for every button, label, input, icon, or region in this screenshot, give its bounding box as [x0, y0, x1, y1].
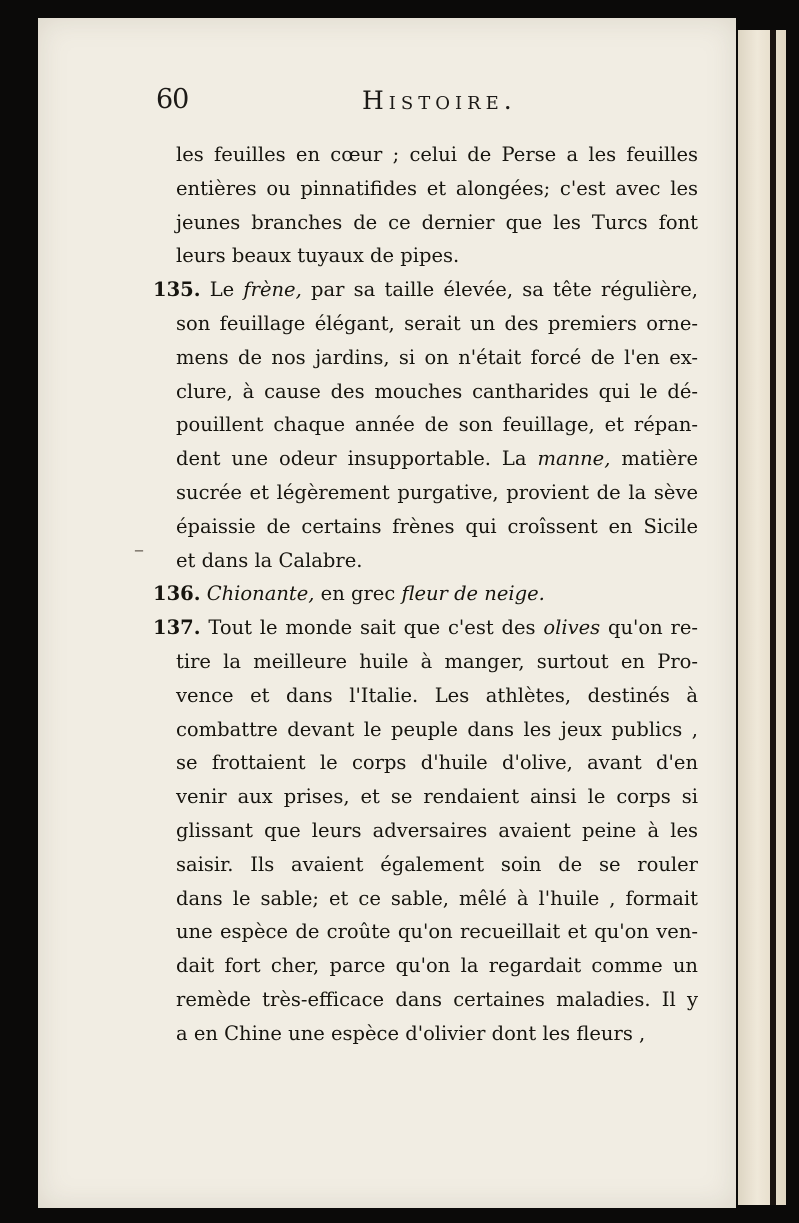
italic-term: Chionante, [206, 582, 315, 606]
paragraph-number: 136. [153, 582, 201, 606]
text-line: mens de nos jardins, si on n'était forcé de l'en ex- [176, 345, 698, 369]
binding-shadow [770, 30, 776, 1205]
text-line: pouillent chaque année de son feuillage, et répan- [176, 413, 698, 437]
italic-term: olives [543, 616, 601, 640]
paragraph-start-line: 136. Chionante, en grec fleur de neige. [153, 582, 545, 606]
text-line: glissant que leurs adversaires avaient peine à les [176, 818, 698, 842]
text-line: son feuillage élégant, serait un des premiers orne- [176, 311, 698, 335]
running-title: Histoire. [362, 86, 517, 115]
paragraph-start-line: 135. Le frène, par sa taille élevée, sa tête régulière, [153, 278, 698, 302]
text-line: a en Chine une espèce d'olivier dont les fleurs , [176, 1021, 646, 1045]
text-line: dait fort cher, parce qu'on la regardait comme un [176, 954, 698, 978]
margin-mark: – [134, 537, 144, 561]
text-line: combattre devant le peuple dans les jeux publics , [176, 717, 698, 741]
text-line: se frottaient le corps d'huile d'olive, avant d'en [176, 751, 698, 775]
text-line: remède très-efficace dans certaines maladies. Il y [176, 987, 698, 1011]
text-line: entières ou pinnatifides et alongées; c'est avec les [176, 176, 698, 200]
paragraph-number: 135. [153, 278, 201, 302]
text-line: clure, à cause des mouches cantharides qui le dé- [176, 379, 698, 403]
page-edge [738, 30, 786, 1205]
text-line: leurs beaux tuyaux de pipes. [176, 244, 460, 268]
text-line: dent une odeur insupportable. La manne, matière [176, 447, 698, 471]
text-line: venir aux prises, et se rendaient ainsi le corps si [176, 785, 698, 809]
text-line: vence et dans l'Italie. Les athlètes, destinés à [176, 683, 698, 707]
italic-term: fleur de neige. [401, 582, 545, 606]
paragraph-number: 137. [153, 616, 201, 640]
italic-term: manne, [537, 447, 611, 471]
text-line: sucrée et légèrement purgative, provient de la sève [176, 480, 698, 504]
text-line: tire la meilleure huile à manger, surtout en Pro- [176, 649, 698, 673]
text-line: jeunes branches de ce dernier que les Turcs font [176, 210, 698, 234]
italic-term: frène, [243, 278, 302, 302]
paragraph-start-line: 137. Tout le monde sait que c'est des olives qu'on re- [153, 616, 698, 640]
page-number: 60 [156, 84, 189, 115]
text-line: épaissie de certains frènes qui croîssent en Sicile [176, 514, 698, 538]
text-line: une espèce de croûte qu'on recueillait et qu'on ven- [176, 920, 698, 944]
text-line: saisir. Ils avaient également soin de se rouler [176, 852, 698, 876]
text-line: dans le sable; et ce sable, mêlé à l'huile , formait [176, 886, 698, 910]
text-line: les feuilles en cœur ; celui de Perse a les feuilles [176, 143, 698, 166]
text-line: et dans la Calabre. [176, 548, 363, 572]
body-text [153, 138, 698, 1051]
